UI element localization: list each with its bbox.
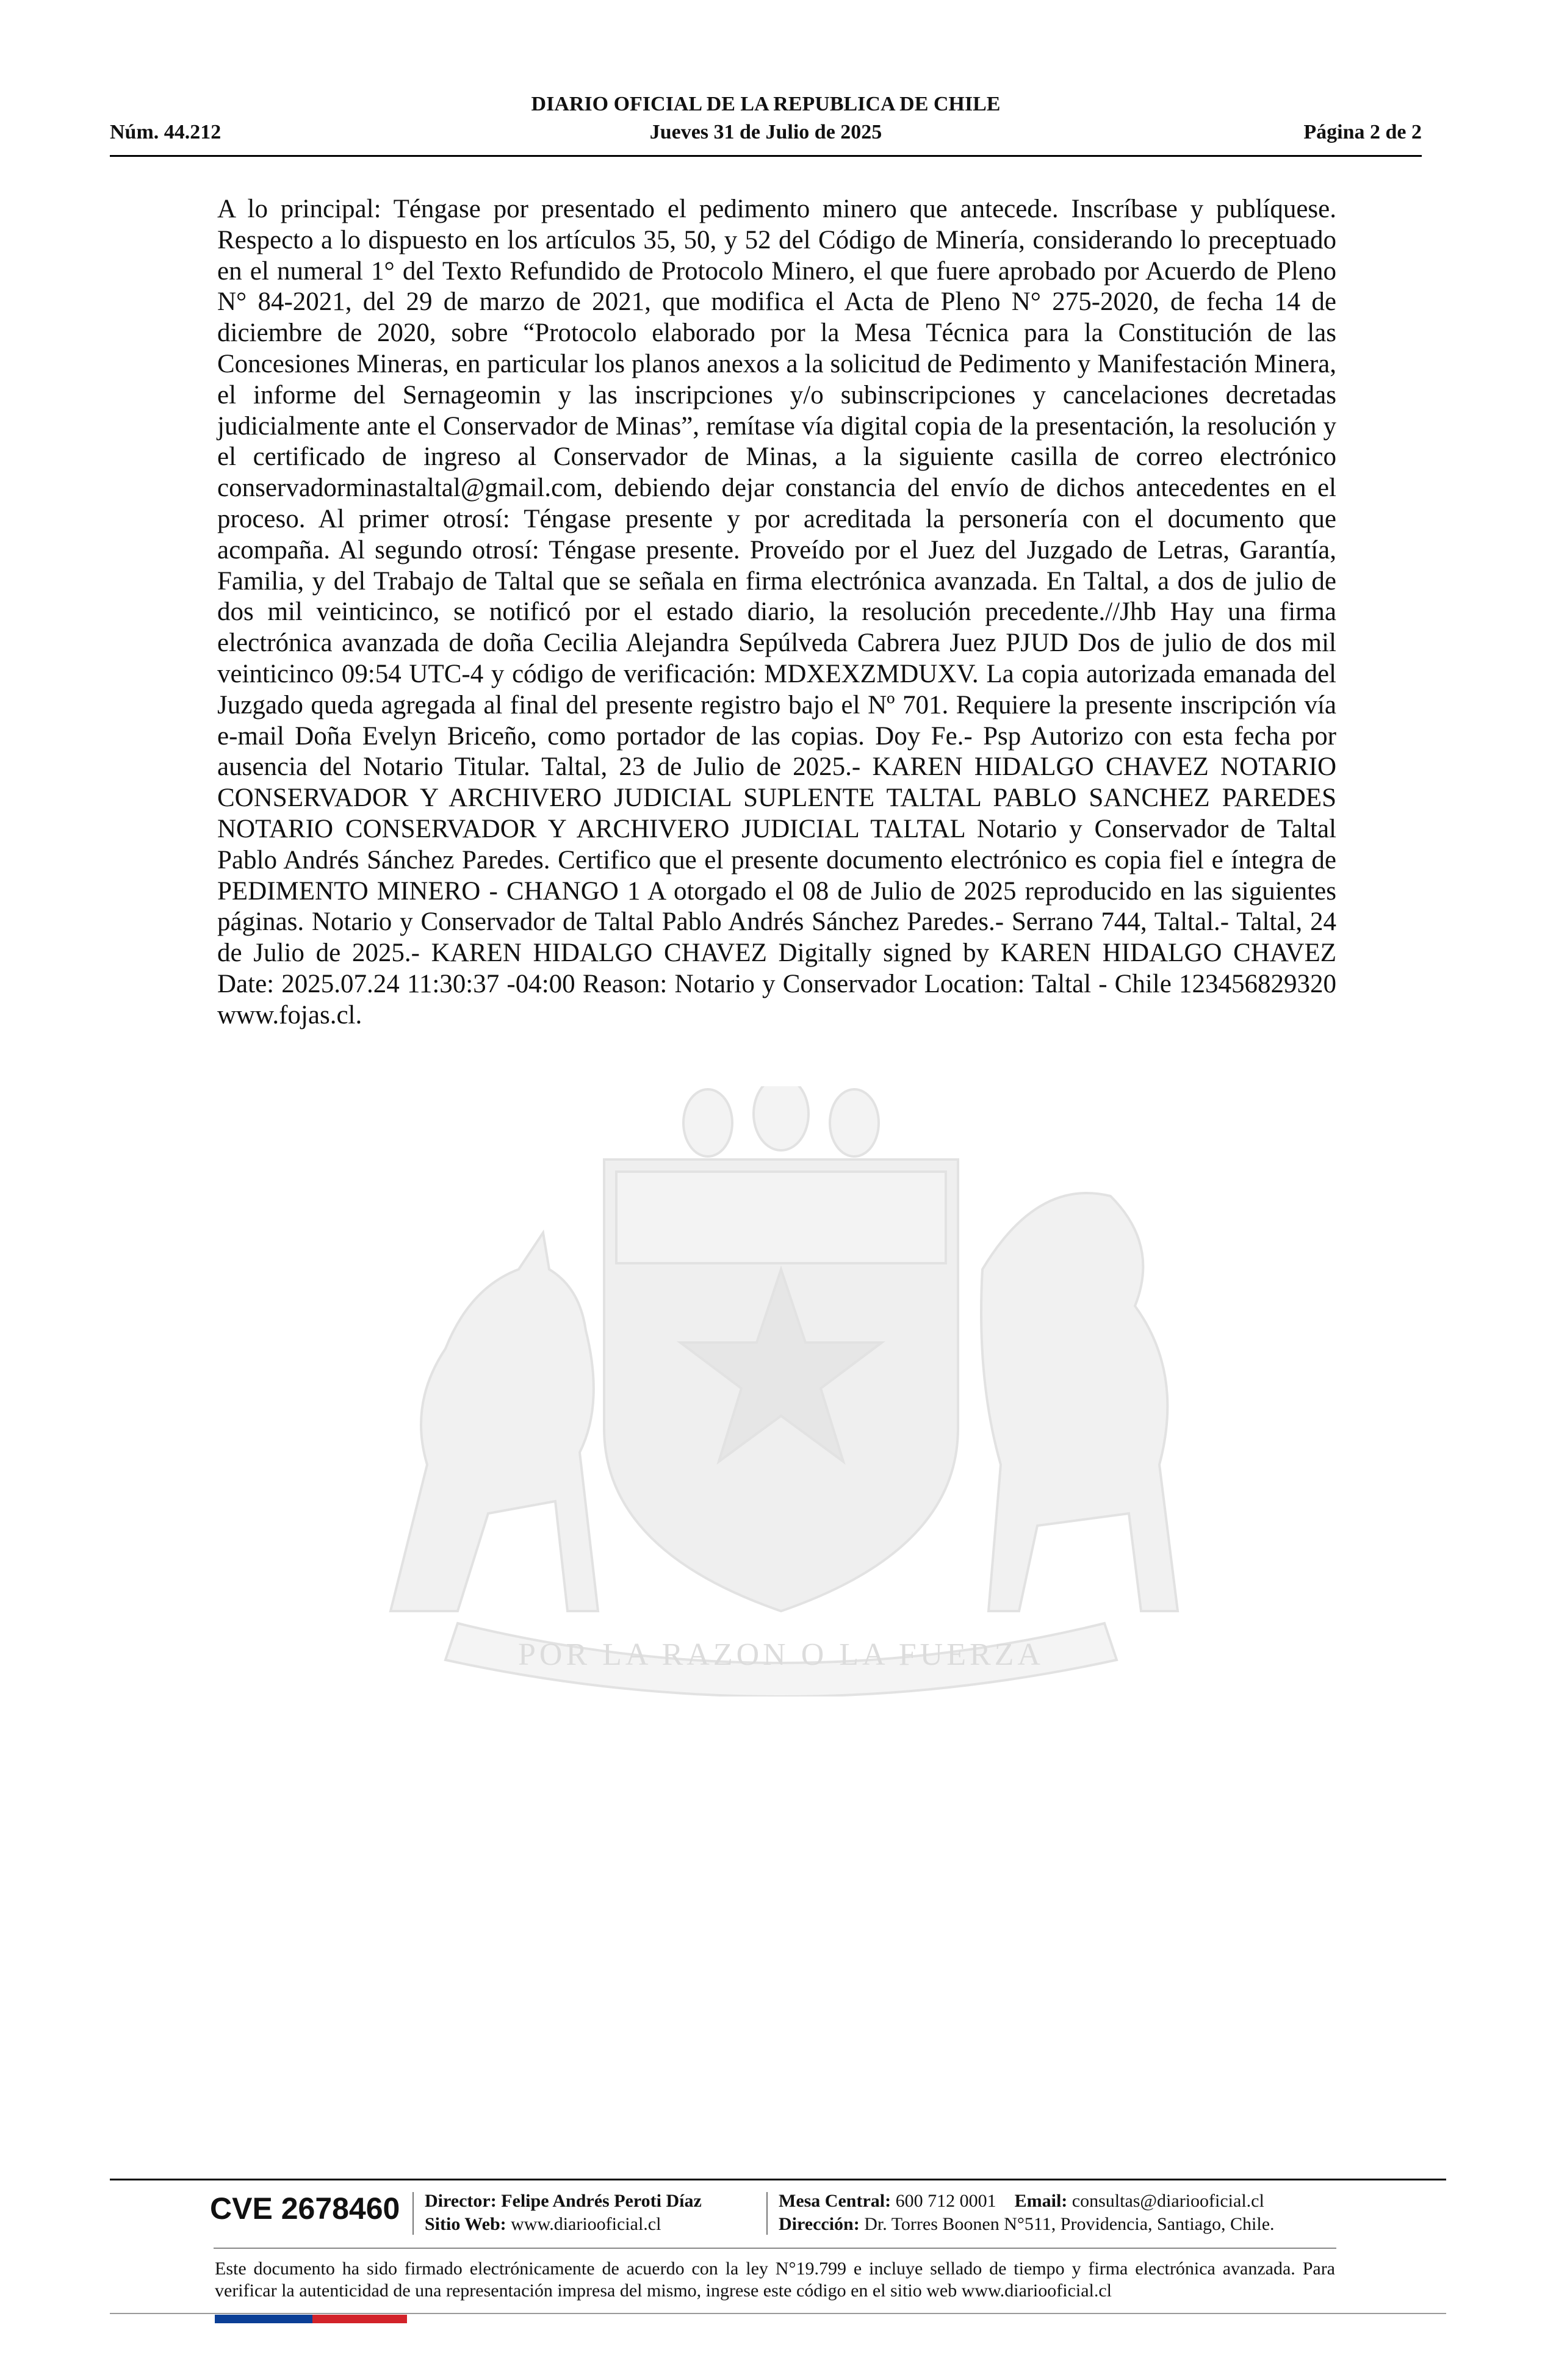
footer-director-block <box>425 2190 702 2236</box>
issue-date: Jueves 31 de Julio de 2025 <box>649 121 882 143</box>
director-name: Felipe Andrés Peroti Díaz <box>501 2191 702 2211</box>
footer-separator <box>412 2192 414 2235</box>
issue-number: Núm. 44.212 <box>110 121 222 143</box>
footer-divider <box>110 2179 1446 2180</box>
flag-stripe <box>215 2315 407 2323</box>
document-body: A lo principal: Téngase por presentado el pedimento minero que antecede. Inscríbase y publíquese. Respecto a lo dispuesto en los artículos 35, 50, y 52 del Código de Minería, considerando lo preceptuado en el numeral 1° del Texto Refundido de Protocolo Minero, el que fuere aprobado por Acuerdo de Pleno N° 84-2021, del 29 de marzo de 2021, que modifica el Acta de Pleno N° 275-2020, de fecha 14 de diciembre de 2020, sobre “Protocolo elaborado por la Mesa Técnica para la Constitución de las Concesiones Mineras, en particular los planos anexos a la solicitud de Pedimento y Manifestación Minera, el informe del Sernageomin y las inscripciones y/o subinscripciones y cancelaciones decretadas judicialmente ante el Conservador de Minas”, remítase vía digital copia de la presentación, la resolución y el certificado de ingreso al Conservador de Minas, a la siguiente casilla de correo electrónico conservadorminastaltal@gmail.com, debiendo dejar constancia del envío de dichos antecedentes en el proceso. Al primer otrosí: Téngase presente y por acreditada la personería con el documento que acompaña. Al segundo otrosí: Téngase presente. Proveído por el Juez del Juzgado de Letras, Garantía, Familia, y del Trabajo de Taltal que se señala en firma electrónica avanzada. En Taltal, a dos de julio de dos mil veinticinco, se notificó por el estado diario, la resolución precedente.//Jhb Hay una firma electrónica avanzada de doña Cecilia Alejandra Sepúlveda Cabrera Juez PJUD Dos de julio de dos mil veinticinco 09:54 UTC-4 y código de verificación: MDXEXZMDUXV. La copia autorizada emanada del Juzgado queda agregada al final del presente registro bajo el Nº 701. Requiere la presente inscripción vía e-mail Doña Evelyn Briceño, como portador de las copias. Doy Fe.- Psp Autorizo con esta fecha por ausencia del Notario Titular. Taltal, 23 de Julio de 2025.- KAREN HIDALGO CHAVEZ NOTARIO CONSERVADOR Y ARCHIVERO JUDICIAL SUPLENTE TALTAL PABLO SANCHEZ PAREDES NOTARIO CONSERVADOR Y ARCHIVERO JUDICIAL TALTAL Notario y Conservador de Taltal Pablo Andrés Sánchez Paredes. Certifico que el presente documento electrónico es copia fiel e íntegra de PEDIMENTO MINERO - CHANGO 1 A otorgado el 08 de Julio de 2025 reproducido en las siguientes páginas. Notario y Conservador de Taltal Pablo Andrés Sánchez Paredes.- Serrano 744, Taltal.- Taltal, 24 de Julio de 2025.- KAREN HIDALGO CHAVEZ Digitally signed by KAREN HIDALGO CHAVEZ Date: 2025.07.24 11:30:37 -04:00 Reason: Notario y Conservador Location: Taltal - Chile 123456829320 www.fojas.cl. <box>217 195 1336 1030</box>
address-text: Dr. Torres Boonen N°511, Providencia, Santiago, Chile. <box>864 2214 1275 2234</box>
flag-blue-segment <box>215 2315 312 2323</box>
site-label: Sitio Web: <box>425 2214 506 2234</box>
publication-title: DIARIO OFICIAL DE LA REPUBLICA DE CHILE <box>531 93 1001 115</box>
email-link[interactable]: consultas@diariooficial.cl <box>1072 2191 1264 2211</box>
site-link[interactable]: www.diariooficial.cl <box>511 2214 661 2234</box>
page-header <box>110 93 1422 154</box>
page-indicator: Página 2 de 2 <box>1303 121 1422 143</box>
header-divider <box>110 155 1422 157</box>
mesa-label: Mesa Central: <box>779 2191 891 2211</box>
footer-contact-block <box>779 2190 1275 2236</box>
footer-note-divider <box>214 2248 1336 2249</box>
email-label: Email: <box>1014 2191 1068 2211</box>
director-label: Director: <box>425 2191 497 2211</box>
chile-coat-of-arms-icon <box>317 1086 1245 1697</box>
footer-bottom-divider <box>110 2313 1446 2314</box>
verification-note: Este documento ha sido firmado electrónicamente de acuerdo con la ley N°19.799 e incluye sellado de tiempo y firma electrónica avanzada. Para verificar la autenticidad de una representación impresa del mismo, ingrese este código en el sitio web www.diariooficial.cl <box>215 2259 1335 2301</box>
mesa-phone: 600 712 0001 <box>895 2191 996 2211</box>
cve-code: CVE 2678460 <box>210 2191 400 2226</box>
flag-red-segment <box>312 2315 407 2323</box>
footer-separator <box>766 2192 768 2235</box>
watermark-motto: POR LA RAZON O LA FUERZA <box>518 1637 1044 1672</box>
address-label: Dirección: <box>779 2214 860 2234</box>
